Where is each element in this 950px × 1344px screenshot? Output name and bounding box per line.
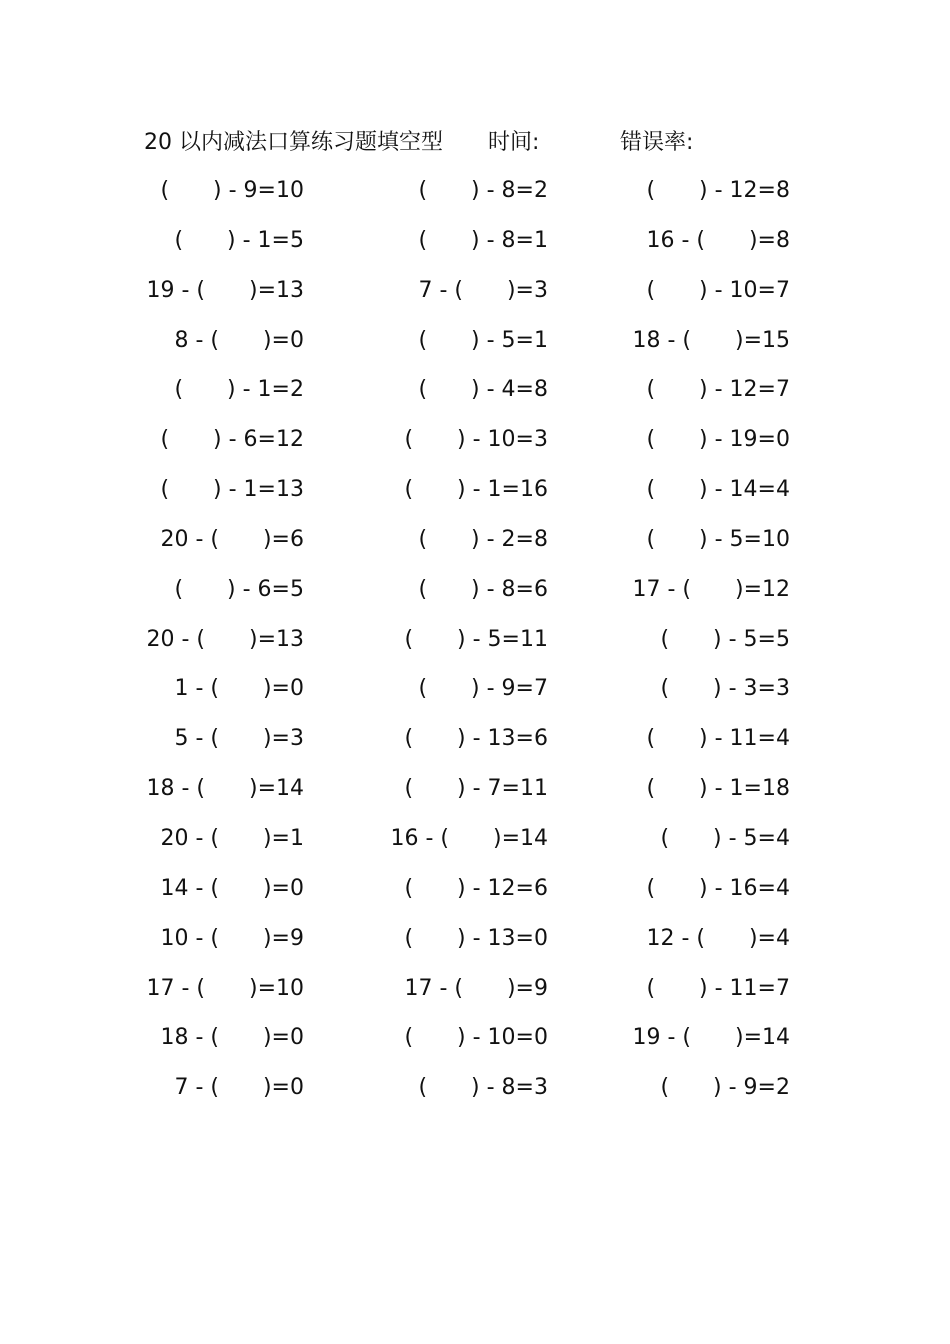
problem-item: ( ) - 5=5 (660, 626, 790, 652)
problem-item: 12 - ( )=4 (646, 925, 790, 951)
problem-item: 19 - ( )=14 (632, 1025, 790, 1051)
worksheet-title: 20 以内减法口算练习题填空型 (144, 130, 443, 155)
problem-item: ( ) - 7=11 (404, 776, 548, 802)
problem-item: ( ) - 4=8 (418, 377, 548, 403)
problem-item: ( ) - 5=10 (646, 526, 790, 552)
problem-row (0, 921, 950, 971)
problem-row (0, 1070, 950, 1120)
problem-row (0, 771, 950, 821)
problem-item: ( ) - 19=0 (646, 427, 790, 453)
problem-row (0, 372, 950, 422)
problem-item: ( ) - 9=2 (660, 1075, 790, 1101)
problem-row (0, 323, 950, 373)
problem-grid (0, 173, 950, 1120)
problem-item: ( ) - 8=2 (418, 178, 548, 203)
problem-item: ( ) - 12=7 (646, 377, 790, 403)
problem-row (0, 223, 950, 273)
problem-item: 20 - ( )=13 (146, 626, 304, 652)
problem-item: ( ) - 12=8 (646, 178, 790, 203)
problem-item: ( ) - 12=6 (404, 875, 548, 901)
problem-item: 10 - ( )=9 (160, 925, 304, 951)
problem-row (0, 971, 950, 1021)
problem-item: ( ) - 10=0 (404, 1025, 548, 1051)
problem-item: ( ) - 8=1 (418, 227, 548, 253)
problem-item: ( ) - 8=3 (418, 1075, 548, 1101)
problem-row (0, 622, 950, 672)
problem-item: ( ) - 6=12 (160, 427, 304, 453)
problem-item: ( ) - 1=5 (174, 227, 304, 253)
problem-item: ( ) - 13=6 (404, 726, 548, 752)
problem-row (0, 273, 950, 323)
problem-item: ( ) - 9=7 (418, 676, 548, 702)
problem-item: ( ) - 6=5 (174, 576, 304, 602)
problem-item: ( ) - 9=10 (160, 178, 304, 203)
problem-item: ( ) - 14=4 (646, 477, 790, 503)
problem-item: 19 - ( )=13 (146, 277, 304, 303)
problem-item: ( ) - 11=4 (646, 726, 790, 752)
problem-item: ( ) - 5=1 (418, 327, 548, 353)
problem-item: ( ) - 13=0 (404, 925, 548, 951)
problem-row (0, 671, 950, 721)
problem-row (0, 173, 950, 223)
problem-row (0, 472, 950, 522)
problem-row (0, 572, 950, 622)
problem-item: 1 - ( )=0 (174, 676, 304, 702)
problem-item: 5 - ( )=3 (174, 726, 304, 752)
problem-item: 7 - ( )=3 (418, 277, 548, 303)
problem-item: ( ) - 5=4 (660, 825, 790, 851)
problem-item: ( ) - 2=8 (418, 526, 548, 552)
error-rate-label: 错误率: (620, 130, 694, 155)
problem-item: 14 - ( )=0 (160, 875, 304, 901)
problem-item: ( ) - 3=3 (660, 676, 790, 702)
problem-item: 8 - ( )=0 (174, 327, 304, 353)
problem-item: ( ) - 10=3 (404, 427, 548, 453)
problem-row (0, 522, 950, 572)
problem-row (0, 821, 950, 871)
time-label: 时间: (488, 130, 540, 155)
problem-item: 20 - ( )=6 (160, 526, 304, 552)
problem-item: ( ) - 1=13 (160, 477, 304, 503)
problem-item: 17 - ( )=12 (632, 576, 790, 602)
problem-item: ( ) - 5=11 (404, 626, 548, 652)
problem-item: 7 - ( )=0 (174, 1075, 304, 1101)
problem-row (0, 721, 950, 771)
problem-item: ( ) - 1=18 (646, 776, 790, 802)
problem-item: 20 - ( )=1 (160, 825, 304, 851)
problem-item: 18 - ( )=0 (160, 1025, 304, 1051)
problem-item: 17 - ( )=9 (404, 975, 548, 1001)
problem-item: ( ) - 1=2 (174, 377, 304, 403)
worksheet-header (144, 126, 844, 160)
problem-item: 18 - ( )=14 (146, 776, 304, 802)
problem-item: ( ) - 11=7 (646, 975, 790, 1001)
problem-item: ( ) - 1=16 (404, 477, 548, 503)
problem-row (0, 1020, 950, 1070)
problem-item: 16 - ( )=14 (390, 825, 548, 851)
problem-row (0, 422, 950, 472)
problem-item: 16 - ( )=8 (646, 227, 790, 253)
problem-item: 18 - ( )=15 (632, 327, 790, 353)
problem-item: 17 - ( )=10 (146, 975, 304, 1001)
problem-row (0, 871, 950, 921)
problem-item: ( ) - 10=7 (646, 277, 790, 303)
problem-item: ( ) - 16=4 (646, 875, 790, 901)
problem-item: ( ) - 8=6 (418, 576, 548, 602)
